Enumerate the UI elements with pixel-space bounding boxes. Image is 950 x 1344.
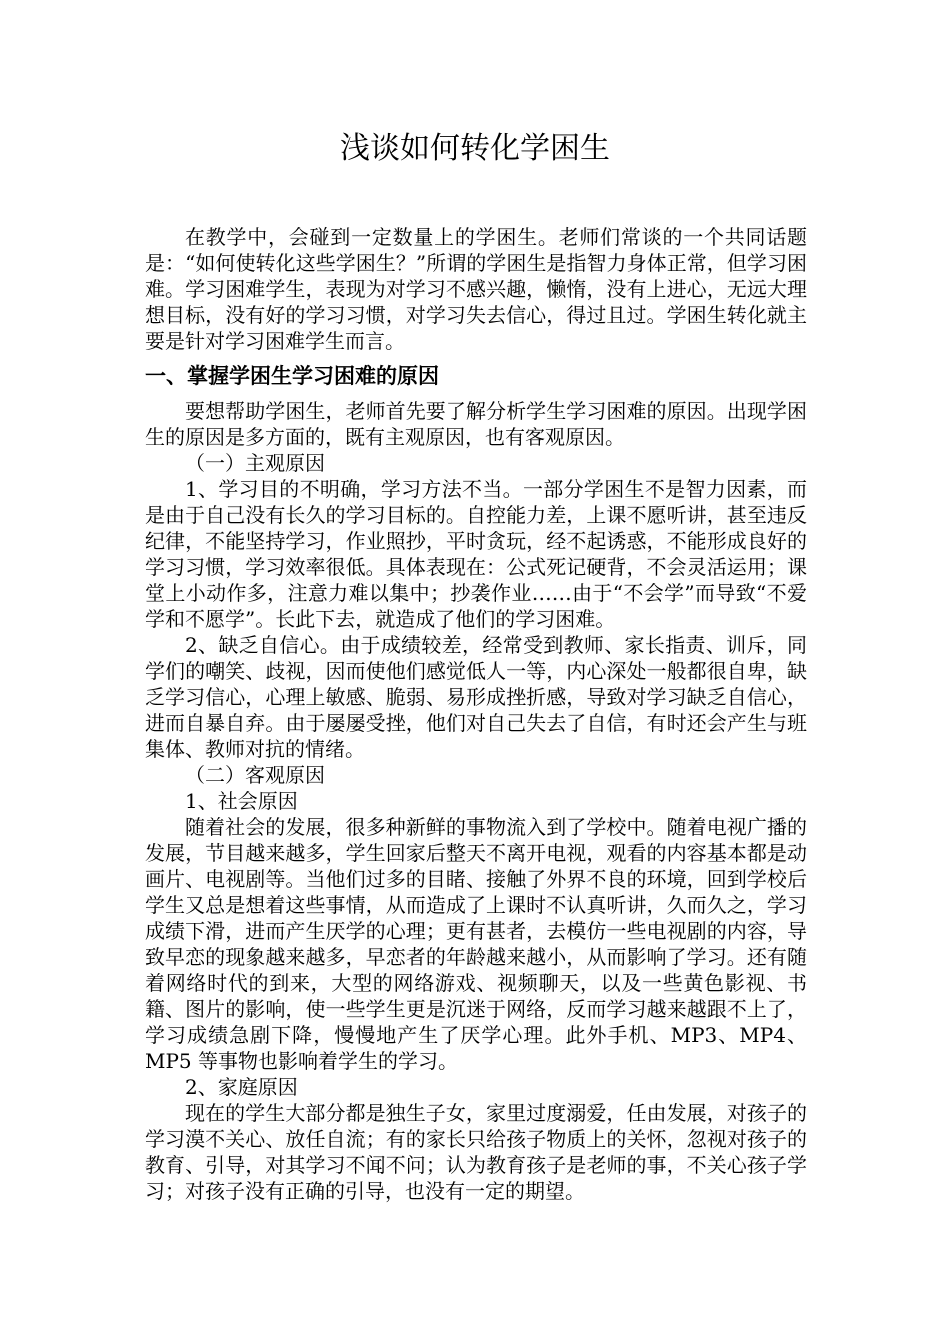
social-reason-paragraph: 随着社会的发展，很多种新鲜的事物流入到了学校中。随着电视广播的发展，节目越来越多，学生回家后整天不离开电视，观看的内容基本都是动画片、电视剧等。当他们过多的目睹、接触了外界不良的环境，回到学校后学生又总是想着这些事情，从而造成了上课时不认真听讲，久而久之，学习成绩下滑，进而产生厌学的心理；更有甚者，去模仿一些电视剧的内容，导致早恋的现象越来越多，早恋者的年龄越来越小，从而影响了学习。还有随着网络时代的到来，大型的网络游戏、视频聊天，以及一些黄色影视、书籍、图片的影响，使一些学生更是沉迷于网络，反而学习越来越跟不上了，学习成绩急剧下降，慢慢地产生了厌学心理。此外手机、MP3、MP4、MP5 等事物也影响着学生的学习。 [145,815,807,1073]
intro-paragraph: 在教学中，会碰到一定数量上的学困生。老师们常谈的一个共同话题是：“如何使转化这些学困生？”所谓的学困生是指智力身体正常，但学习困难。学习困难学生，表现为对学习不感兴趣，懒惰，没有上进心，无远大理想目标，没有好的学习习惯，对学习失去信心，得过且过。学困生转化就主要是针对学习困难学生而言。 [145,225,807,353]
section1-intro-paragraph: 要想帮助学困生，老师首先要了解分析学生学习困难的原因。出现学困生的原因是多方面的，既有主观原因，也有客观原因。 [145,399,807,449]
social-reason-heading: 1、社会原因 [185,789,298,813]
family-reason-heading: 2、家庭原因 [185,1075,298,1099]
subjective-reasons-heading: （一）主观原因 [185,451,325,475]
document-body [145,224,807,1204]
family-reason-paragraph: 现在的学生大部分都是独生子女，家里过度溺爱，任由发展，对孩子的学习漠不关心、放任自流；有的家长只给孩子物质上的关怀，忽视对孩子的教育、引导，对其学习不闻不问；认为教育孩子是老师的事，不关心孩子学习；对孩子没有正确的引导，也没有一定的期望。 [145,1101,807,1203]
subjective-reason-2-paragraph: 2、缺乏自信心。由于成绩较差，经常受到教师、家长指责、训斥，同学们的嘲笑、歧视，因而使他们感觉低人一等，内心深处一般都很自卑，缺乏学习信心，心理上敏感、脆弱、易形成挫折感，导致对学习缺乏自信心，进而自暴自弃。由于屡屡受挫，他们对自己失去了自信，有时还会产生与班集体、教师对抗的情绪。 [145,633,807,761]
objective-reasons-heading: （二）客观原因 [185,763,325,787]
subjective-reason-1-paragraph: 1、学习目的不明确，学习方法不当。一部分学困生不是智力因素，而是由于自己没有长久的学习目标的。自控能力差，上课不愿听讲，甚至违反纪律，不能坚持学习，作业照抄，平时贪玩，经不起诱惑，不能形成良好的学习习惯，学习效率很低。具体表现在：公式死记硬背，不会灵活运用；课堂上小动作多，注意力难以集中；抄袭作业……由于“不会学”而导致“不爱学和不愿学”。长此下去，就造成了他们的学习困难。 [145,477,807,631]
document-title: 浅谈如何转化学困生 [340,131,610,166]
section1-heading: 一、掌握学困生学习困难的原因 [145,364,439,388]
